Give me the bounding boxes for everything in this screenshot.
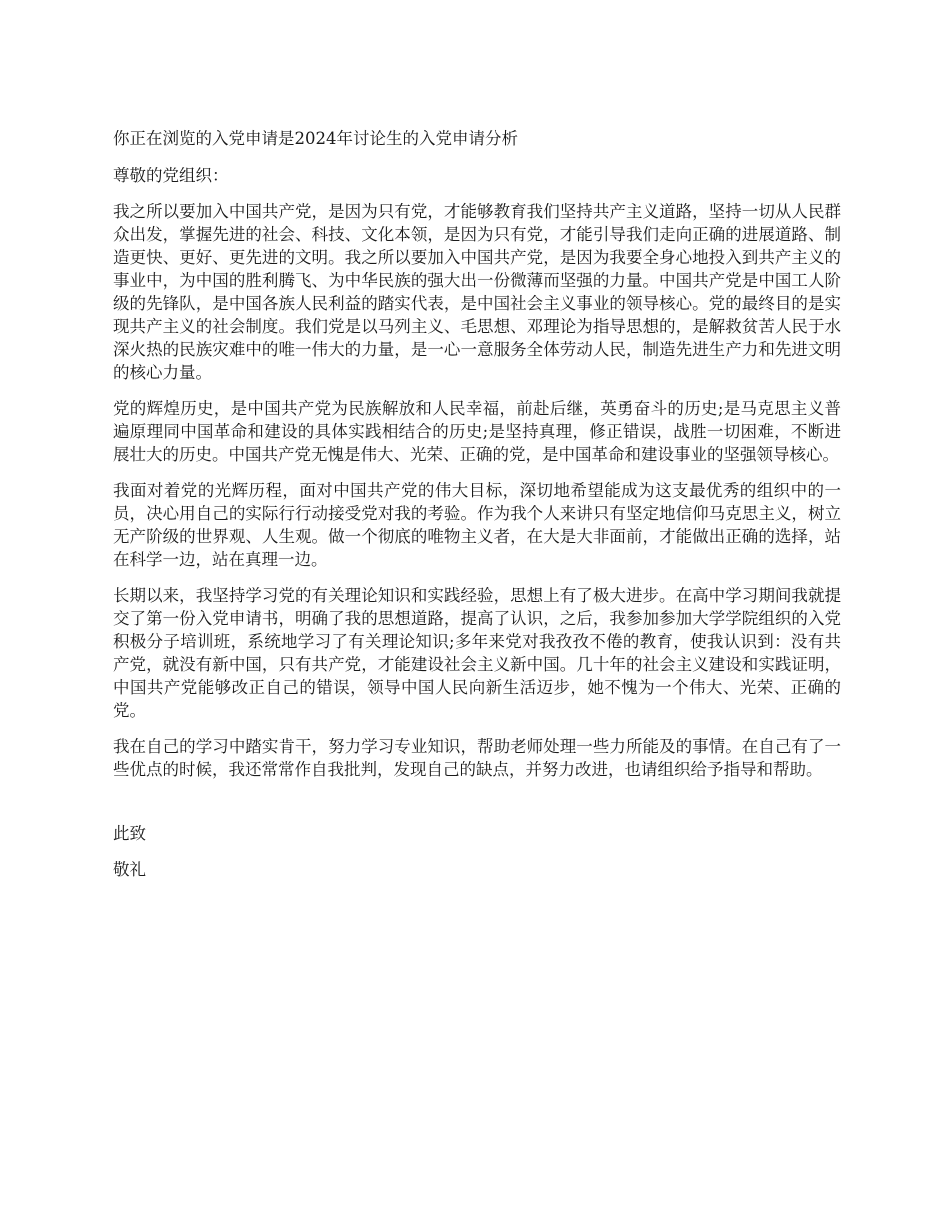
closing-salute: 敬礼 (113, 860, 146, 879)
body-paragraph: 长期以来，我坚持学习党的有关理论知识和实践经验，思想上有了极大进步。在高中学习期间我就提交了第一份入党申请书，明确了我的思想道路，提高了认识，之后，我参加参加大学学院组织的入党积极分子培训班，系统地学习了有关理论知识;多年来党对我孜孜不倦的教育，使我认识到：没有共产党，就没有新中国，只有共产党，才能建设社会主义新中国。几十年的社会主义建设和实践证明，中国共产党能够改正自己的错误，领导中国人民向新生活迈步，她不愧为一个伟大、光荣、正确的党。 (113, 586, 841, 720)
document-title: 你正在浏览的入党申请是2024年讨论生的入党申请分析 (113, 129, 518, 148)
closing-phrase: 此致 (113, 824, 146, 843)
body-paragraph: 我在自己的学习中踏实肯干，努力学习专业知识，帮助老师处理一些力所能及的事情。在自己有了一些优点的时候，我还常常作自我批判，发现自己的缺点，并努力改进，也请组织给予指导和帮助。 (113, 737, 841, 779)
body-paragraph: 党的辉煌历史，是中国共产党为民族解放和人民幸福，前赴后继，英勇奋斗的历史;是马克思主义普遍原理同中国革命和建设的具体实践相结合的历史;是坚持真理，修正错误，战胜一切困难，不断进展壮大的历史。中国共产党无愧是伟大、光荣、正确的党，是中国革命和建设事业的坚强领导核心。 (113, 399, 841, 464)
body-paragraph: 我面对着党的光辉历程，面对中国共产党的伟大目标，深切地希望能成为这支最优秀的组织中的一员，决心用自己的实际行行动接受党对我的考验。作为我个人来讲只有坚定地信仰马克思主义，树立无产阶级的世界观、人生观。做一个彻底的唯物主义者，在大是大非面前，才能做出正确的选择，站在科学一边，站在真理一边。 (113, 481, 841, 569)
salutation: 尊敬的党组织： (113, 166, 229, 185)
body-paragraph: 我之所以要加入中国共产党，是因为只有党，才能够教育我们坚持共产主义道路，坚持一切从人民群众出发，掌握先进的社会、科技、文化本领，是因为只有党，才能引导我们走向正确的进展道路、制造更快、更好、更先进的文明。我之所以要加入中国共产党，是因为我要全身心地投入到共产主义的事业中，为中国的胜利腾飞、为中华民族的强大出一份微薄而坚强的力量。中国共产党是中国工人阶级的先锋队，是中国各族人民利益的踏实代表，是中国社会主义事业的领导核心。党的最终目的是实现共产主义的社会制度。我们党是以马列主义、毛思想、邓理论为指导思想的，是解救贫苦人民于水深火热的民族灾难中的唯一伟大的力量，是一心一意服务全体劳动人民，制造先进生产力和先进文明的核心力量。 (113, 202, 841, 382)
document-page (113, 127, 841, 881)
